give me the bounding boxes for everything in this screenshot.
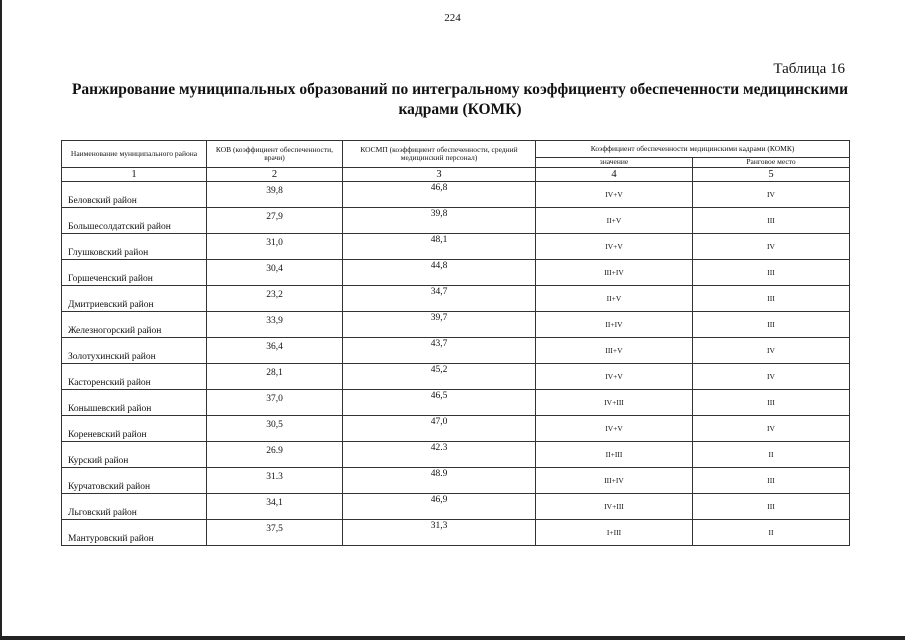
kosmp-value: 46,9: [430, 495, 448, 505]
column-number: 5: [693, 168, 850, 182]
komk-value: III+V: [605, 346, 623, 355]
rank-cell: [693, 520, 850, 546]
column-number: 4: [536, 168, 693, 182]
kov-cell: [207, 234, 343, 260]
komk-value: IV+III: [604, 398, 624, 407]
rank-value: II: [768, 450, 774, 459]
rank-value: III: [767, 294, 775, 303]
district-name: Железногорский район: [68, 326, 162, 336]
komk-value: II+V: [606, 216, 622, 225]
kosmp-cell: [343, 338, 536, 364]
district-name: Беловский район: [68, 196, 137, 206]
komk-table: [61, 140, 850, 546]
kov-value: 37,0: [266, 394, 283, 404]
komk-value: IV+V: [605, 242, 623, 251]
district-cell: [62, 312, 207, 338]
rank-cell: [693, 286, 850, 312]
page-number: 224: [444, 12, 461, 24]
table-row: [62, 182, 850, 208]
column-number: 3: [343, 168, 536, 182]
kosmp-value: 43,7: [430, 339, 448, 349]
kosmp-cell: [343, 364, 536, 390]
kov-value: 34,1: [266, 498, 283, 508]
kov-cell: [207, 416, 343, 442]
komk-value: IV+V: [605, 372, 623, 381]
kosmp-cell: [343, 416, 536, 442]
rank-value: III: [767, 268, 775, 277]
kosmp-cell: [343, 468, 536, 494]
komk-value-cell: [536, 312, 693, 338]
district-name: Курчатовский район: [68, 482, 151, 492]
komk-value-cell: [536, 442, 693, 468]
rank-cell: [693, 260, 850, 286]
komk-value: II+V: [606, 294, 622, 303]
table-row: [62, 390, 850, 416]
kov-cell: [207, 390, 343, 416]
table-row: [62, 208, 850, 234]
kosmp-value: 31,3: [430, 521, 448, 531]
kosmp-value: 46,8: [430, 183, 448, 193]
rank-value: III: [767, 320, 775, 329]
kosmp-value: 45,2: [430, 365, 448, 375]
komk-value-cell: [536, 468, 693, 494]
kosmp-value: 44,8: [430, 261, 448, 271]
district-cell: [62, 468, 207, 494]
rank-cell: [693, 416, 850, 442]
table-row: [62, 494, 850, 520]
rank-value: III: [767, 502, 775, 511]
kov-cell: [207, 364, 343, 390]
komk-value: IV+III: [604, 502, 624, 511]
district-cell: [62, 364, 207, 390]
table-row: [62, 312, 850, 338]
rank-cell: [693, 494, 850, 520]
komk-value-cell: [536, 260, 693, 286]
scan-border-bottom: [0, 636, 905, 640]
header-komk: Коэффициент обеспеченности медицинскими кадрами (КОМК): [536, 141, 850, 158]
district-cell: [62, 234, 207, 260]
rank-value: IV: [767, 190, 775, 199]
kov-value: 27,9: [266, 212, 283, 222]
kov-cell: [207, 286, 343, 312]
rank-cell: [693, 442, 850, 468]
rank-value: III: [767, 216, 775, 225]
district-cell: [62, 416, 207, 442]
rank-cell: [693, 390, 850, 416]
column-numbers-row: [62, 168, 850, 182]
kov-value: 30,4: [266, 264, 283, 274]
district-name: Касторенский район: [68, 378, 151, 388]
rank-cell: [693, 338, 850, 364]
kosmp-cell: [343, 182, 536, 208]
kov-cell: [207, 520, 343, 546]
column-number: 1: [62, 168, 207, 182]
rank-value: IV: [767, 372, 775, 381]
kosmp-value: 34,7: [430, 287, 448, 297]
table-row: [62, 442, 850, 468]
table-row: [62, 286, 850, 312]
rank-value: IV: [767, 242, 775, 251]
rank-cell: [693, 234, 850, 260]
kov-value: 33,9: [266, 316, 283, 326]
district-name: Конышевский район: [68, 404, 152, 414]
district-name: Большесолдатский район: [68, 222, 171, 232]
kov-cell: [207, 208, 343, 234]
komk-value: III+IV: [604, 476, 624, 485]
kosmp-value: 48,1: [430, 235, 448, 245]
table-row: [62, 468, 850, 494]
rank-cell: [693, 468, 850, 494]
komk-value: I+III: [606, 528, 622, 537]
table-row: [62, 338, 850, 364]
kosmp-value: 47,0: [430, 417, 448, 427]
rank-cell: [693, 208, 850, 234]
kov-cell: [207, 468, 343, 494]
kov-value: 36,4: [266, 342, 283, 352]
district-name: Дмитриевский район: [68, 300, 154, 310]
kosmp-value: 48.9: [430, 469, 448, 479]
komk-value: III+IV: [604, 268, 624, 277]
kov-value: 30,5: [266, 420, 283, 430]
district-name: Кореневский район: [68, 430, 147, 440]
kov-cell: [207, 312, 343, 338]
district-name: Курский район: [68, 456, 129, 466]
rank-value: III: [767, 398, 775, 407]
kov-value: 28,1: [266, 368, 283, 378]
rank-cell: [693, 312, 850, 338]
rank-value: IV: [767, 346, 775, 355]
kov-value: 26.9: [266, 446, 283, 456]
kov-value: 31,0: [266, 238, 283, 248]
kosmp-cell: [343, 260, 536, 286]
district-cell: [62, 260, 207, 286]
district-cell: [62, 208, 207, 234]
district-cell: [62, 286, 207, 312]
komk-value-cell: [536, 338, 693, 364]
rank-value: II: [768, 528, 774, 537]
komk-value-cell: [536, 520, 693, 546]
district-name: Глушковский район: [68, 248, 149, 258]
kov-cell: [207, 494, 343, 520]
kosmp-value: 39,8: [430, 209, 448, 219]
kosmp-value: 42.3: [430, 443, 448, 453]
komk-value-cell: [536, 494, 693, 520]
komk-value-cell: [536, 208, 693, 234]
kov-value: 37,5: [266, 524, 283, 534]
district-cell: [62, 520, 207, 546]
kov-cell: [207, 260, 343, 286]
kosmp-cell: [343, 286, 536, 312]
komk-value-cell: [536, 234, 693, 260]
header-kosmp: КОСМП (коэффициент обеспеченности, средний медицинский персонал): [343, 141, 536, 168]
district-name: Горшеченский район: [68, 274, 153, 284]
table-row: [62, 234, 850, 260]
kosmp-cell: [343, 520, 536, 546]
header-value: значение: [536, 158, 693, 168]
komk-value-cell: [536, 286, 693, 312]
kosmp-cell: [343, 494, 536, 520]
kosmp-cell: [343, 312, 536, 338]
kov-cell: [207, 182, 343, 208]
kosmp-cell: [343, 442, 536, 468]
komk-value-cell: [536, 182, 693, 208]
kosmp-cell: [343, 208, 536, 234]
table-row: [62, 364, 850, 390]
kov-value: 31.3: [266, 472, 283, 482]
district-cell: [62, 182, 207, 208]
komk-value: II+III: [605, 450, 623, 459]
kov-cell: [207, 442, 343, 468]
table-row: [62, 416, 850, 442]
district-cell: [62, 390, 207, 416]
kosmp-cell: [343, 234, 536, 260]
column-number: 2: [207, 168, 343, 182]
header-rank: Ранговое место: [693, 158, 850, 168]
kov-value: 39,8: [266, 186, 283, 196]
district-name: Мантуровский район: [68, 534, 154, 544]
district-cell: [62, 494, 207, 520]
header-district: Наименование муниципального района: [62, 141, 207, 168]
kov-cell: [207, 338, 343, 364]
table-title: Ранжирование муниципальных образований по интегральному коэффициенту обеспеченности медицинскими кадрами (КОМК): [71, 81, 849, 118]
kov-value: 23,2: [266, 290, 283, 300]
scan-border-left: [0, 0, 2, 640]
district-name: Льговский район: [68, 508, 137, 518]
komk-value: II+IV: [605, 320, 623, 329]
header-kov: КОВ (коэффициент обеспеченности, врачи): [207, 141, 343, 168]
rank-cell: [693, 182, 850, 208]
kosmp-cell: [343, 390, 536, 416]
district-cell: [62, 442, 207, 468]
komk-value-cell: [536, 390, 693, 416]
rank-value: IV: [767, 424, 775, 433]
district-name: Золотухинский район: [68, 352, 156, 362]
kosmp-value: 46,5: [430, 391, 448, 401]
komk-value: IV+V: [605, 424, 623, 433]
rank-value: III: [767, 476, 775, 485]
table-row: [62, 260, 850, 286]
komk-value-cell: [536, 364, 693, 390]
table-row: [62, 520, 850, 546]
district-cell: [62, 338, 207, 364]
komk-value-cell: [536, 416, 693, 442]
kosmp-value: 39,7: [430, 313, 448, 323]
komk-value: IV+V: [605, 190, 623, 199]
table-label: Таблица 16: [773, 61, 845, 77]
rank-cell: [693, 364, 850, 390]
